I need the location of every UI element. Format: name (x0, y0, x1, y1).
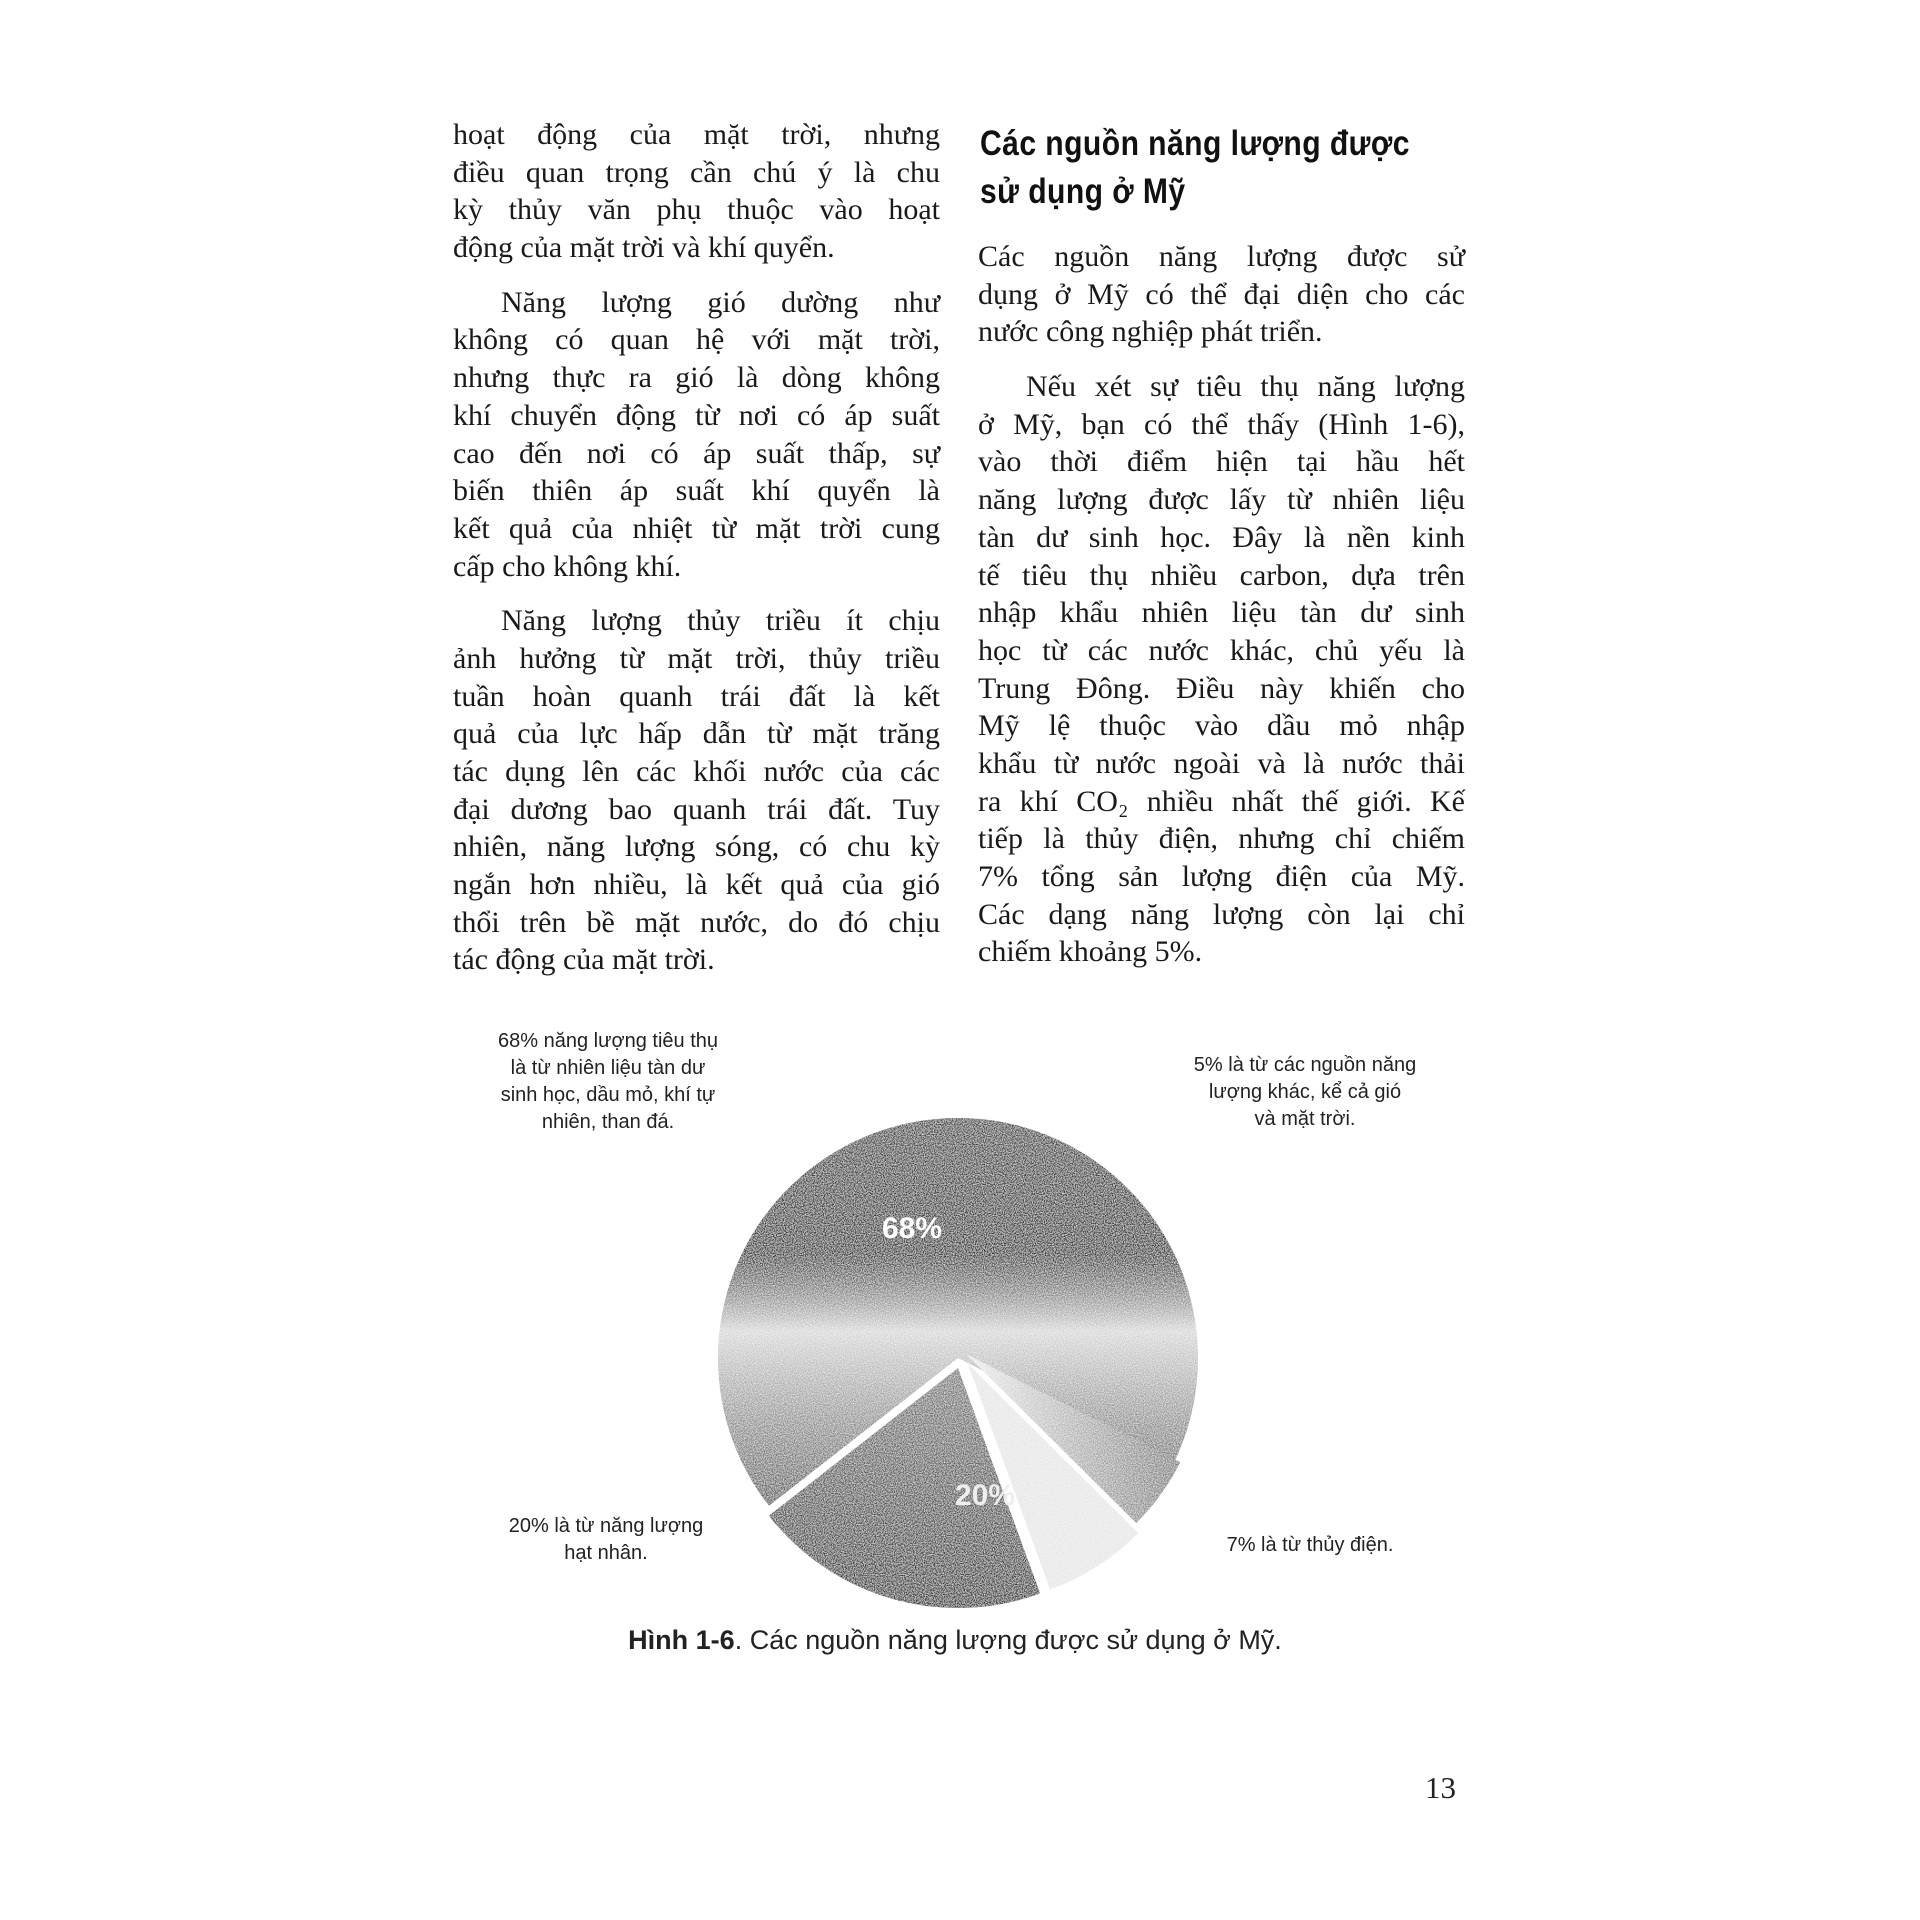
text-line: Mỹ lệ thuộc vào dầu mỏ nhập (978, 709, 1465, 743)
label-line: là từ nhiên liệu tàn dư (510, 1057, 706, 1079)
paragraph (978, 238, 1465, 351)
paragraph (978, 368, 1465, 971)
text-line: chiếm khoảng 5%. (978, 935, 1203, 969)
text-line: khí chuyển động từ nơi có áp suất (453, 398, 940, 432)
text-line: ảnh hưởng từ mặt trời, thủy triều (453, 641, 940, 675)
text-line: tế tiêu thụ nhiều carbon, dựa trên (978, 558, 1465, 592)
text-line: ngắn hơn nhiều, là kết quả của gió (453, 868, 940, 902)
right-column (978, 238, 1465, 988)
text-line: tàn dư sinh học. Đây là nền kinh (978, 520, 1465, 554)
text-line: kết quả của nhiệt từ mặt trời cung (453, 511, 940, 545)
text-line: kỳ thủy văn phụ thuộc vào hoạt (453, 193, 940, 227)
label-line: và mặt trời. (1254, 1108, 1356, 1130)
text-line: biến thiên áp suất khí quyển là (453, 474, 940, 508)
caption-number: Hình 1-6 (628, 1625, 735, 1655)
page-number: 13 (1425, 1770, 1456, 1805)
label-line: lượng khác, kể cả gió (1208, 1081, 1402, 1103)
text-line: cấp cho không khí. (453, 549, 682, 583)
text-line: động của mặt trời và khí quyển. (453, 231, 835, 265)
text-line: Năng lượng gió dường như (501, 285, 940, 319)
text-line: nước công nghiệp phát triển. (978, 315, 1323, 349)
text-line: thổi trên bề mặt nước, do đó chịu (453, 905, 940, 939)
label-hydro (1195, 1532, 1425, 1559)
text-line: Nếu xét sự tiêu thụ năng lượng (1026, 370, 1465, 404)
text-line: khẩu từ nước ngoài và là nước thải (978, 746, 1465, 780)
label-line: 20% là từ năng lượng (508, 1515, 704, 1537)
text-line: Trung Đông. Điều này khiến cho (978, 671, 1465, 705)
text-line: ở Mỹ, bạn có thể thấy (Hình 1-6), (978, 407, 1465, 441)
text-line: không có quan hệ với mặt trời, (453, 323, 940, 357)
label-line: 7% là từ thủy điện. (1226, 1534, 1394, 1556)
text-line: đại dương bao quanh trái đất. Tuy (453, 792, 940, 826)
text-line: Năng lượng thủy triều ít chịu (501, 604, 940, 638)
text-line: cao đến nơi có áp suất thấp, sự (453, 436, 940, 470)
paragraph (453, 284, 940, 586)
text-line: dụng ở Mỹ có thể đại diện cho các (978, 277, 1465, 311)
text-line: tiếp là thủy điện, nhưng chỉ chiếm (978, 822, 1465, 856)
paragraph (453, 116, 940, 267)
data-label-20: 20% (955, 1479, 1016, 1512)
caption-text: . Các nguồn năng lượng được sử dụng ở Mỹ. (734, 1625, 1282, 1655)
data-label-68: 68% (882, 1212, 943, 1245)
section-heading (980, 120, 1410, 216)
label-line: sinh học, dầu mỏ, khí tự (500, 1084, 716, 1106)
text-line: nhập khẩu nhiên liệu tàn dư sinh (978, 596, 1465, 630)
label-line: nhiên, than đá. (541, 1111, 675, 1133)
heading-line: sử dụng ở Mỹ (980, 172, 1186, 211)
label-line: 5% là từ các nguồn năng (1193, 1054, 1417, 1076)
text-line: nhưng thực ra gió là dòng không (453, 361, 940, 395)
text-line: nhiên, năng lượng sóng, có chu kỳ (453, 830, 940, 864)
label-fossil (458, 1028, 758, 1136)
text-line: tuần hoàn quanh trái đất là kết (453, 679, 940, 713)
text-line: quả của lực hấp dẫn từ mặt trăng (453, 717, 940, 751)
text-line: tác dụng lên các khối nước của các (453, 755, 940, 788)
text-line: năng lượng được lấy từ nhiên liệu (978, 483, 1465, 517)
figure-caption (0, 1625, 1910, 1656)
text-line: vào thời điểm hiện tại hầu hết (978, 445, 1465, 479)
label-line: 68% năng lượng tiêu thụ (498, 1030, 718, 1052)
text-line: tác động của mặt trời. (453, 943, 715, 977)
text-line: điều quan trọng cần chú ý là chu (453, 155, 940, 189)
label-nuclear (458, 1513, 754, 1567)
text-line: học từ các nước khác, chủ yếu là (978, 633, 1465, 667)
text-line: hoạt động của mặt trời, nhưng (453, 118, 940, 151)
text-line: Các nguồn năng lượng được sử (978, 240, 1465, 273)
paragraph (453, 602, 940, 979)
left-column (453, 116, 940, 996)
label-line: hạt nhân. (564, 1542, 648, 1564)
text-line: 7% tổng sản lượng điện của Mỹ. (978, 860, 1465, 893)
heading-line: Các nguồn năng lượng được (980, 124, 1410, 163)
text-line: Các dạng năng lượng còn lại chỉ (978, 897, 1465, 931)
label-other (1150, 1052, 1460, 1133)
text-line: ra khí CO₂ nhiều nhất thế giới. Kế (978, 784, 1465, 818)
energy-pie-chart (690, 1110, 1230, 1610)
